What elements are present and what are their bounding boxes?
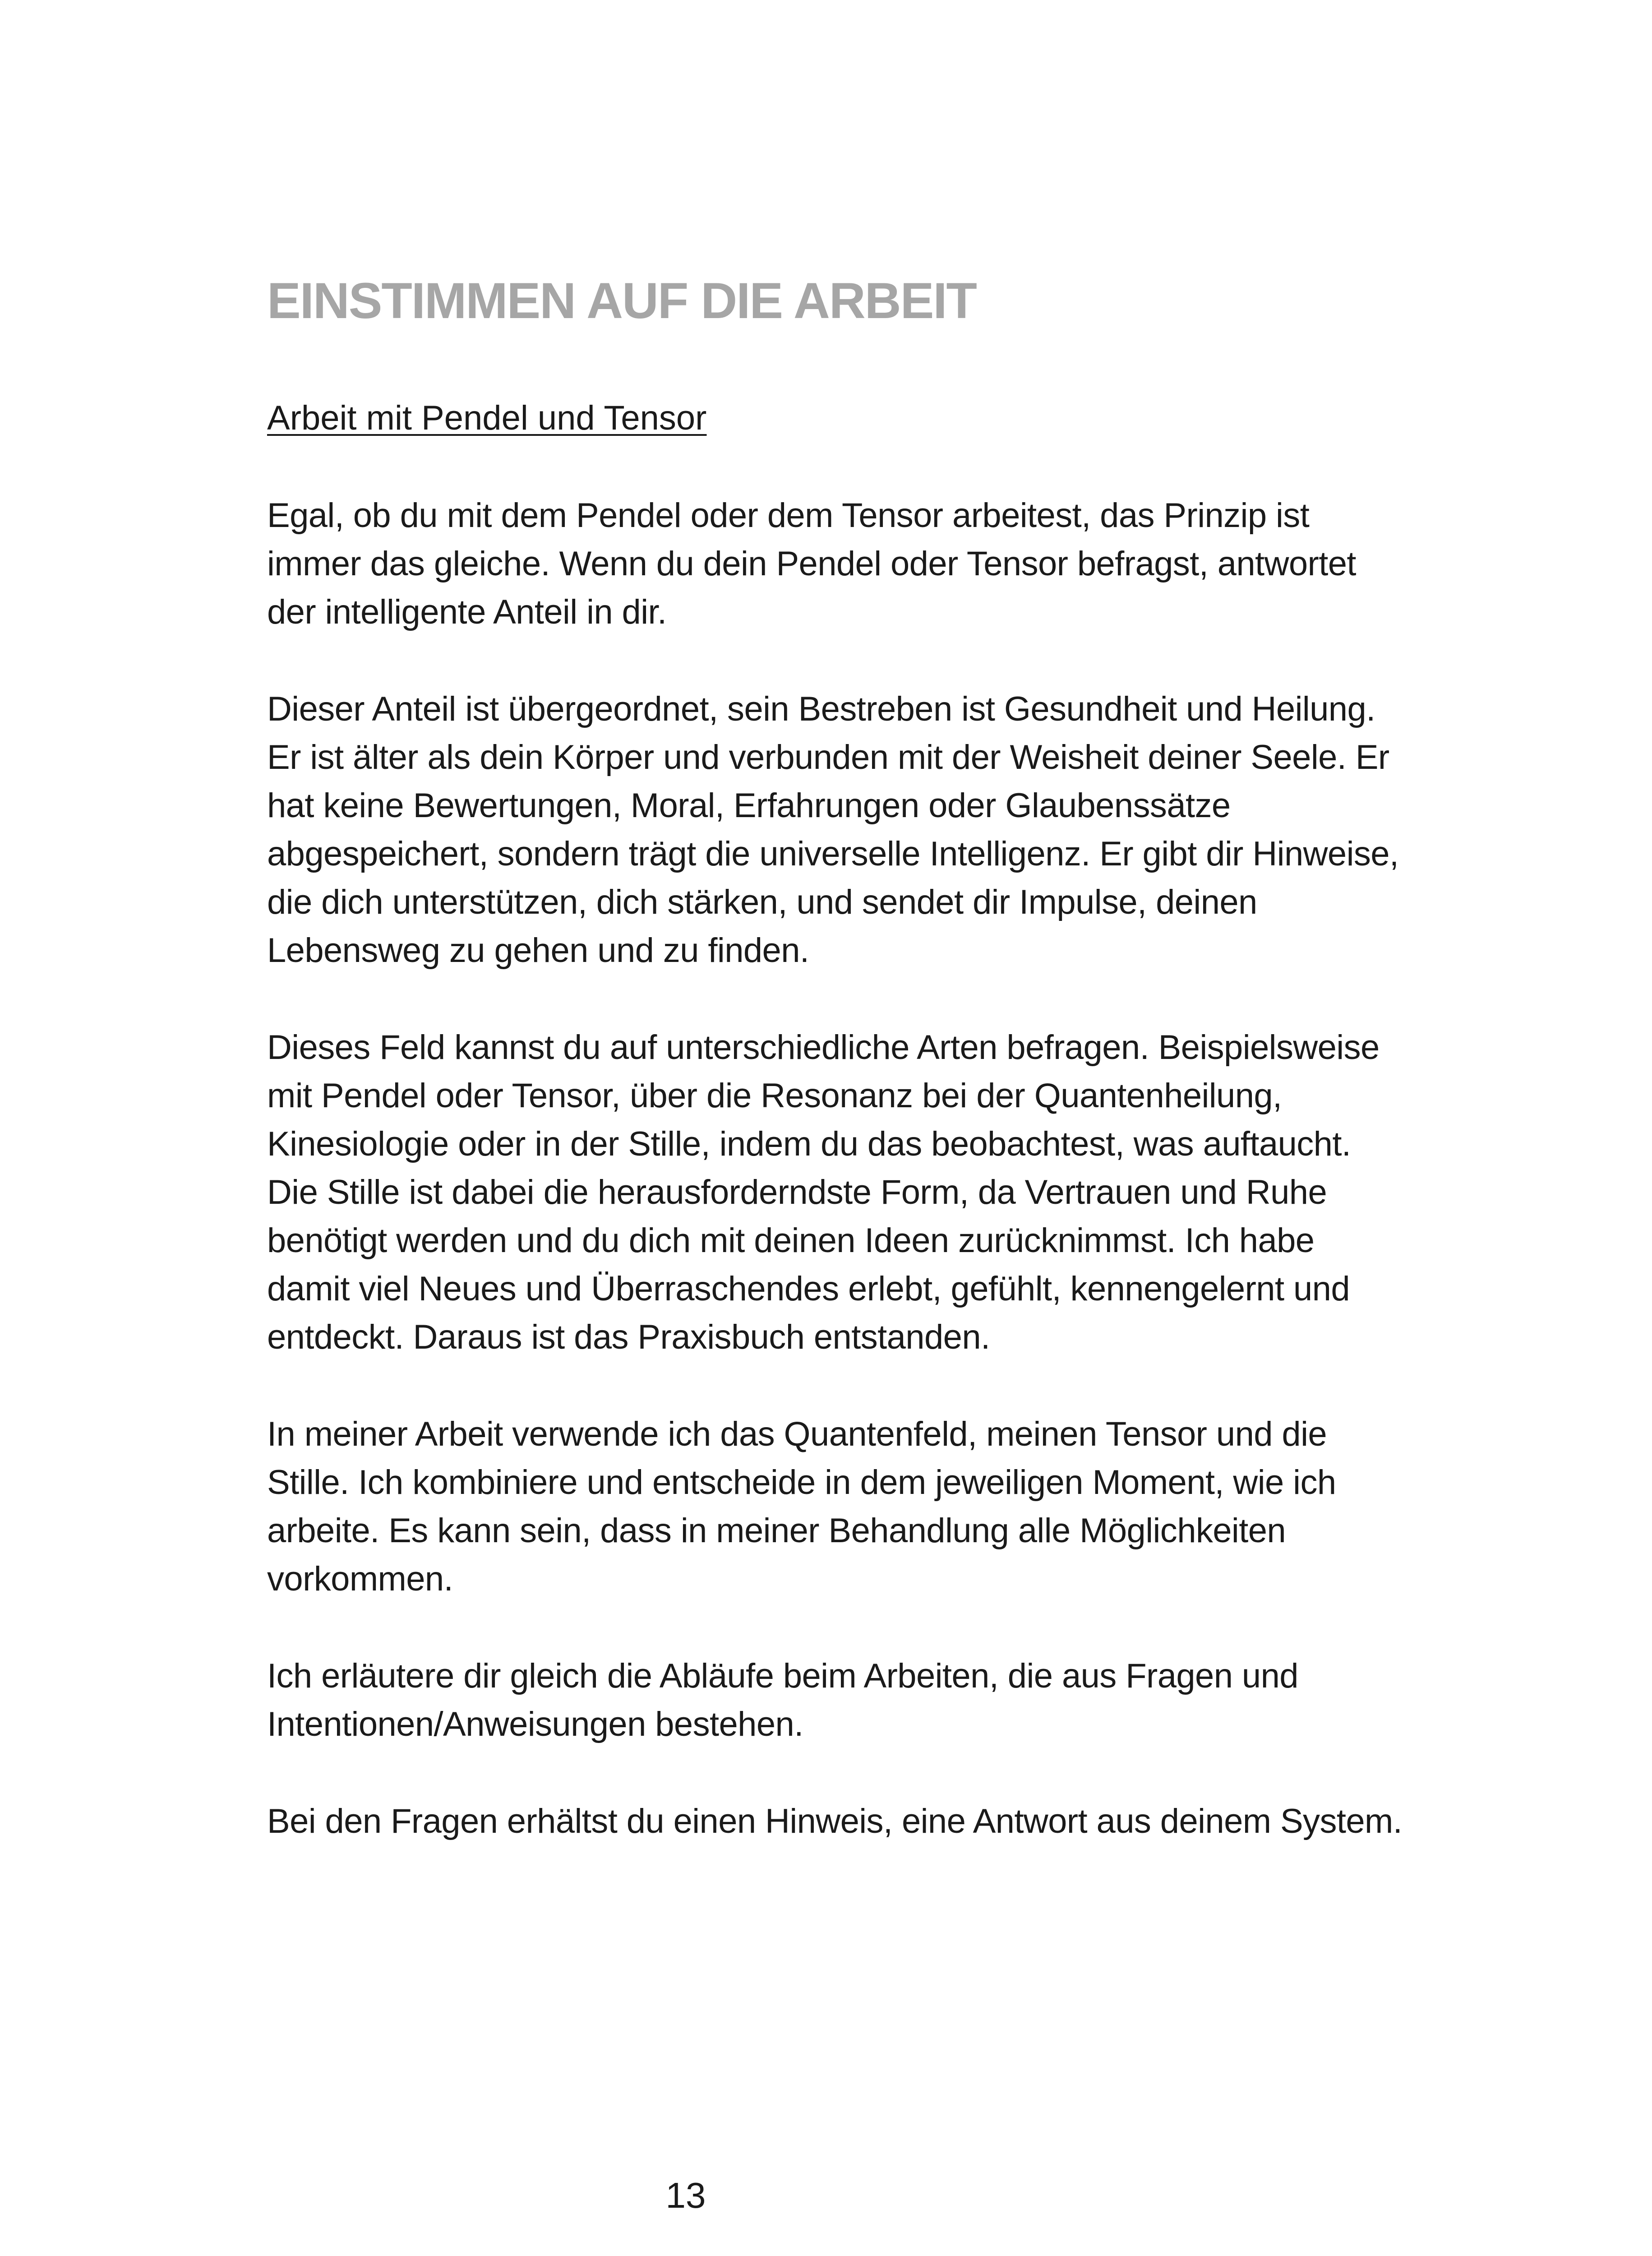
paragraph-anteil: Dieser Anteil ist übergeordnet, sein Bestreben ist Gesundheit und Heilung. Er ist älter als dein Körper und verbunden mit der Weisheit deiner Seele. Er hat keine Bewertungen, Moral, Erfahrungen oder Glaubenssätze abgespeichert, sondern trägt die universelle Intelligenz. Er gibt dir Hinweise, die dich unterstützen, dich stärken, und sendet dir Impulse, deinen Lebensweg zu gehen und zu finden. <box>267 689 1399 970</box>
paragraph-ablaeufe: Ich erläutere dir gleich die Abläufe beim Arbeiten, die aus Fragen und Intentionen/Anweisungen bestehen. <box>267 1656 1298 1743</box>
paragraph-arbeit: In meiner Arbeit verwende ich das Quantenfeld, meinen Tensor und die Stille. Ich kombiniere und entscheide in dem jeweiligen Moment, wie ich arbeite. Es kann sein, dass in meiner Behandlung alle Möglichkeiten vorkommen. <box>267 1415 1336 1598</box>
page-content <box>267 271 1404 1845</box>
paragraph-feld: Dieses Feld kannst du auf unterschiedliche Arten befragen. Beispielsweise mit Pendel oder Tensor, über die Resonanz bei der Quantenheilung, Kinesiologie oder in der Stille, indem du das beobachtest, was auftaucht. Die Stille ist dabei die herausforderndste Form, da Vertrauen und Ruhe benötigt werden und du dich mit deinen Ideen zurücknimmst. Ich habe damit viel Neues und Überraschendes erlebt, gefühlt, kennengelernt und entdeckt. Daraus ist das Praxisbuch entstanden. <box>267 1028 1380 1356</box>
page-number: 13 <box>665 2175 706 2215</box>
section-subtitle: Arbeit mit Pendel und Tensor <box>267 399 707 438</box>
chapter-title: EINSTIMMEN AUF DIE ARBEIT <box>267 273 976 329</box>
paragraph-intro: Egal, ob du mit dem Pendel oder dem Tensor arbeitest, das Prinzip ist immer das gleiche. Wenn du dein Pendel oder Tensor befragst, antwortet der intelligente Anteil in dir. <box>267 496 1356 631</box>
paragraph-fragen: Bei den Fragen erhältst du einen Hinweis, eine Antwort aus deinem System. <box>267 1802 1403 1840</box>
